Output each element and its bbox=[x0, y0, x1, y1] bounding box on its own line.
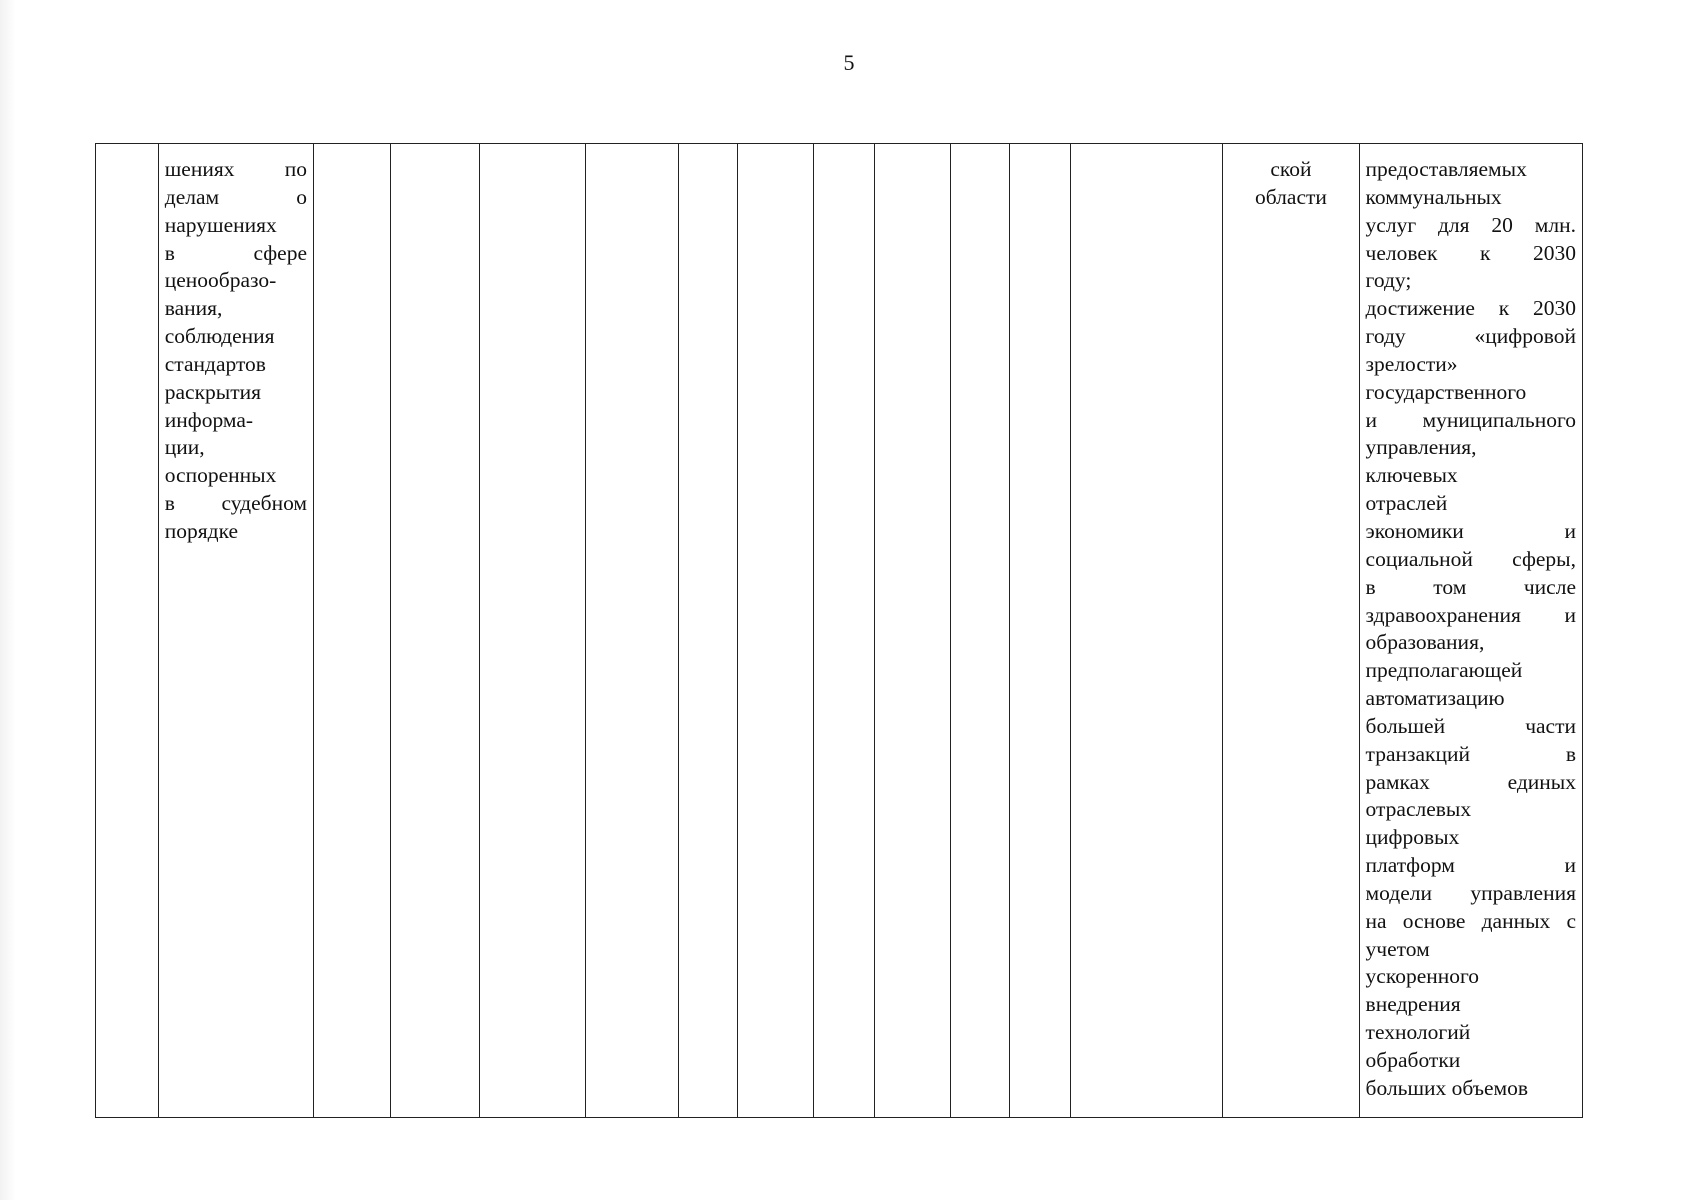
violations-text bbox=[159, 144, 313, 546]
text-line: оспоренных bbox=[164, 463, 277, 488]
cell-empty bbox=[874, 144, 951, 1118]
cell-goals bbox=[1359, 144, 1582, 1118]
text-line: управления, bbox=[1365, 435, 1477, 460]
text-line: и муниципального bbox=[1365, 407, 1576, 432]
cell-empty bbox=[479, 144, 585, 1118]
text-line: делам о bbox=[164, 184, 308, 209]
text-line: обработки bbox=[1365, 1048, 1461, 1072]
text-line: году; bbox=[1365, 268, 1412, 293]
text-line: здравоохранения и bbox=[1365, 602, 1576, 627]
cell-empty bbox=[813, 144, 874, 1118]
text-line: шениях по bbox=[164, 157, 308, 181]
text-line: платформ и bbox=[1365, 853, 1576, 878]
text-line: больших объемов bbox=[1365, 1075, 1528, 1100]
text-line: услуг для 20 млн. bbox=[1365, 212, 1576, 237]
text-line: предполагающей bbox=[1365, 658, 1523, 683]
text-line: в том числе bbox=[1365, 574, 1576, 599]
text-line: автоматизацию bbox=[1365, 686, 1505, 711]
text-line: цифровых bbox=[1365, 825, 1460, 850]
text-line: зрелости» bbox=[1365, 351, 1458, 376]
text-line: вания, bbox=[164, 296, 223, 321]
text-line: экономики и bbox=[1365, 518, 1576, 543]
text-line: ключевых bbox=[1365, 463, 1458, 488]
text-line: модели управления bbox=[1365, 880, 1576, 905]
cell-empty bbox=[738, 144, 814, 1118]
cell-empty bbox=[390, 144, 479, 1118]
text-line: транзакций в bbox=[1365, 741, 1576, 766]
text-line: в судебном bbox=[164, 491, 308, 516]
text-line: ускоренного bbox=[1365, 964, 1480, 989]
text-line: году «цифровой bbox=[1365, 324, 1576, 349]
text-line: социальной сферы, bbox=[1365, 546, 1576, 571]
scan-edge bbox=[0, 0, 16, 1200]
cell-empty bbox=[951, 144, 1010, 1118]
region-text bbox=[1223, 144, 1358, 212]
text-line: образования, bbox=[1365, 630, 1485, 655]
cell-empty bbox=[586, 144, 679, 1118]
cell-empty bbox=[678, 144, 738, 1118]
text-line: раскрытия bbox=[164, 379, 262, 404]
cell-empty bbox=[1071, 144, 1223, 1118]
text-line: государственного bbox=[1365, 379, 1527, 404]
text-line: внедрения bbox=[1365, 992, 1461, 1017]
text-line: нарушениях bbox=[164, 212, 277, 237]
cell-indicator-text bbox=[158, 144, 313, 1118]
text-line: ции, bbox=[164, 435, 205, 460]
text-line: области bbox=[1255, 184, 1327, 209]
text-line: предоставляемых bbox=[1365, 157, 1527, 181]
cell-empty bbox=[314, 144, 391, 1118]
text-line: стандартов bbox=[164, 351, 266, 376]
text-line: отраслей bbox=[1365, 491, 1448, 516]
text-line: в сфере bbox=[164, 240, 308, 265]
text-line: на основе данных с bbox=[1365, 908, 1576, 933]
text-line: порядке bbox=[164, 518, 239, 543]
text-line: ценообразо- bbox=[164, 268, 277, 293]
text-line: соблюдения bbox=[164, 324, 275, 349]
text-line: учетом bbox=[1365, 936, 1430, 961]
text-line: достижение к 2030 bbox=[1365, 296, 1576, 321]
text-line: коммунальных bbox=[1365, 184, 1502, 209]
cell-region bbox=[1223, 144, 1359, 1118]
page-number: 5 bbox=[843, 50, 855, 75]
data-table bbox=[95, 143, 1583, 1118]
text-line: человек к 2030 bbox=[1365, 240, 1576, 265]
text-line: отраслевых bbox=[1365, 797, 1472, 822]
table-row bbox=[96, 144, 1583, 1118]
text-line: ской bbox=[1270, 157, 1312, 181]
goals-text bbox=[1360, 144, 1582, 1103]
cell-empty bbox=[1009, 144, 1071, 1118]
text-line: технологий bbox=[1365, 1020, 1471, 1045]
text-line: большей части bbox=[1365, 713, 1576, 738]
text-line: информа- bbox=[164, 407, 254, 432]
text-line: рамках единых bbox=[1365, 769, 1576, 794]
cell-number bbox=[96, 144, 159, 1118]
